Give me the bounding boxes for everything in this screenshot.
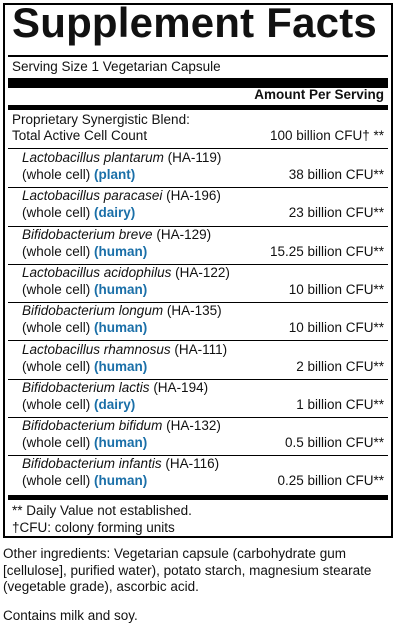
- ingredient-name: [22, 150, 221, 165]
- cell-type: (whole cell): [22, 396, 95, 412]
- ingredient-row: [17, 188, 384, 226]
- ingredient-row: [17, 380, 384, 418]
- ingredient-name: [22, 342, 227, 357]
- source-tag: (dairy): [94, 205, 136, 221]
- source-tag: (dairy): [94, 396, 136, 412]
- ingredient-amount: 0.5 billion CFU**: [284, 435, 384, 451]
- supplement-facts-panel: [3, 0, 393, 538]
- source-tag: (human): [94, 320, 148, 336]
- ingredient-detail: [22, 320, 147, 335]
- species-name: Lactobacillus rhamnosus: [22, 341, 171, 357]
- cell-type: (whole cell): [22, 473, 95, 489]
- ingredient-row: [17, 303, 384, 341]
- cell-type: (whole cell): [22, 167, 95, 182]
- strain-code: (HA-129): [152, 226, 212, 242]
- species-name: Lactobacillus paracasei: [22, 188, 163, 204]
- ingredient-name: [22, 227, 211, 242]
- ingredient-name: [22, 380, 208, 395]
- panel-title: Supplement Facts: [12, 0, 377, 46]
- blend-divider: [8, 148, 388, 149]
- title-divider: [8, 55, 388, 57]
- strain-code: (HA-194): [149, 379, 209, 395]
- blend-total-label: Total Active Cell Count: [12, 128, 148, 143]
- source-tag: (human): [94, 435, 148, 451]
- cell-type: (whole cell): [22, 281, 95, 297]
- source-tag: (human): [94, 358, 148, 374]
- footnote-cfu: †CFU: colony forming units: [12, 520, 175, 535]
- ingredient-amount: 0.25 billion CFU**: [277, 473, 384, 489]
- ingredient-row: [17, 227, 384, 265]
- source-tag: (plant): [94, 167, 136, 182]
- ingredient-detail: [22, 244, 147, 259]
- ingredient-detail: [22, 473, 147, 488]
- footer-divider: [8, 495, 388, 500]
- ingredient-amount: 38 billion CFU**: [288, 167, 384, 182]
- ingredient-name: [22, 456, 219, 471]
- serving-size: Serving Size 1 Vegetarian Capsule: [12, 59, 221, 74]
- blend-name: Proprietary Synergistic Blend:: [12, 112, 190, 127]
- cell-type: (whole cell): [22, 358, 95, 374]
- blend-total-value: 100 billion CFU† **: [269, 128, 384, 143]
- strain-code: (HA-196): [162, 188, 221, 204]
- ingredient-row: [17, 418, 384, 456]
- strain-code: (HA-116): [161, 456, 220, 472]
- ingredient-row: [17, 456, 384, 494]
- ingredient-amount: 2 billion CFU**: [296, 358, 384, 374]
- footnote-daily-value: ** Daily Value not established.: [12, 503, 192, 518]
- ingredient-detail: [22, 205, 135, 220]
- ingredient-detail: [22, 397, 135, 412]
- species-name: Bifidobacterium lactis: [22, 379, 150, 395]
- cell-type: (whole cell): [22, 205, 95, 221]
- strain-code: (HA-135): [163, 303, 222, 319]
- species-name: Bifidobacterium breve: [22, 226, 153, 242]
- other-ingredients: Other ingredients: Vegetarian capsule (carbohydrate gum [cellulose], purified water), potato starch, magnesium stearate (vegetable grade), ascorbic acid.: [3, 546, 372, 594]
- cell-type: (whole cell): [22, 435, 95, 451]
- cell-type: (whole cell): [22, 243, 95, 259]
- amount-per-serving-header: Amount Per Serving: [254, 87, 384, 102]
- ingredient-amount: 23 billion CFU**: [288, 205, 384, 221]
- species-name: Lactobacillus acidophilus: [22, 264, 172, 280]
- species-name: Bifidobacterium infantis: [22, 456, 162, 472]
- ingredient-detail: [22, 282, 147, 297]
- ingredient-row: [17, 342, 384, 380]
- species-name: Lactobacillus plantarum: [22, 150, 164, 165]
- ingredient-amount: 1 billion CFU**: [296, 396, 384, 412]
- source-tag: (human): [94, 243, 148, 259]
- species-name: Bifidobacterium longum: [22, 303, 164, 319]
- ingredient-amount: 10 billion CFU**: [288, 320, 384, 336]
- strain-code: (HA-111): [170, 341, 228, 357]
- ingredient-amount: 10 billion CFU**: [288, 281, 384, 297]
- allergen-statement: Contains milk and soy.: [3, 608, 138, 623]
- ingredient-detail: [22, 435, 147, 450]
- ingredient-row: [17, 265, 384, 303]
- source-tag: (human): [94, 473, 148, 489]
- ingredient-name: [22, 418, 221, 433]
- header-divider: [8, 105, 388, 110]
- strain-code: (HA-132): [162, 418, 221, 434]
- ingredient-name: [22, 265, 230, 280]
- strain-code: (HA-122): [171, 264, 230, 280]
- cell-type: (whole cell): [22, 320, 95, 336]
- ingredient-detail: [22, 167, 135, 182]
- ingredient-name: [22, 188, 221, 203]
- ingredient-detail: [22, 359, 147, 374]
- strain-code: (HA-119): [163, 150, 222, 165]
- source-tag: (human): [94, 281, 148, 297]
- ingredient-amount: 15.25 billion CFU**: [269, 243, 384, 259]
- ingredient-row: [17, 150, 384, 188]
- ingredient-name: [22, 303, 222, 318]
- species-name: Bifidobacterium bifidum: [22, 418, 163, 434]
